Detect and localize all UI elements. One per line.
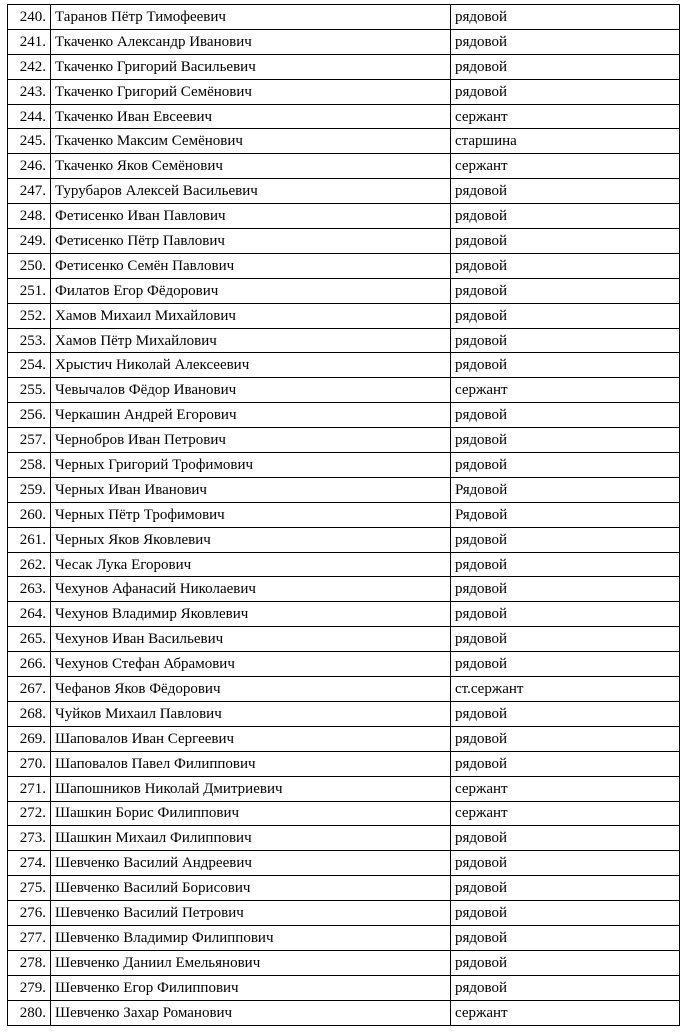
full-name-cell: Ткаченко Александр Иванович [51,29,451,54]
full-name-cell: Ткаченко Григорий Васильевич [51,54,451,79]
full-name-cell: Турубаров Алексей Васильевич [51,179,451,204]
full-name-cell: Чехунов Стефан Абрамович [51,652,451,677]
table-row [8,453,680,478]
full-name-cell: Ткаченко Яков Семёнович [51,154,451,179]
full-name-cell: Шевченко Василий Борисович [51,876,451,901]
rank-cell: рядовой [451,975,680,1000]
table-row [8,527,680,552]
table-row [8,602,680,627]
table-row [8,652,680,677]
rank-cell: рядовой [451,851,680,876]
table-row [8,129,680,154]
rank-cell: сержант [451,154,680,179]
rank-cell: рядовой [451,950,680,975]
rank-cell: рядовой [451,5,680,30]
table-row [8,79,680,104]
rank-cell: рядовой [451,453,680,478]
full-name-cell: Шевченко Владимир Филиппович [51,925,451,950]
row-number-cell: 246. [8,154,51,179]
rank-cell: рядовой [451,204,680,229]
full-name-cell: Хрыстич Николай Алексеевич [51,353,451,378]
table-row [8,950,680,975]
table-row [8,1000,680,1025]
row-number-cell: 277. [8,925,51,950]
full-name-cell: Шаповалов Павел Филиппович [51,751,451,776]
full-name-cell: Шаповалов Иван Сергеевич [51,726,451,751]
rank-cell: сержант [451,104,680,129]
rank-cell: рядовой [451,353,680,378]
table-row [8,627,680,652]
table-row [8,925,680,950]
rank-cell: рядовой [451,901,680,926]
table-row [8,851,680,876]
table-row [8,428,680,453]
row-number-cell: 261. [8,527,51,552]
full-name-cell: Шевченко Василий Петрович [51,901,451,926]
full-name-cell: Чехунов Афанасий Николаевич [51,577,451,602]
full-name-cell: Ткаченко Григорий Семёнович [51,79,451,104]
rank-cell: рядовой [451,701,680,726]
rank-cell: рядовой [451,54,680,79]
full-name-cell: Шевченко Егор Филиппович [51,975,451,1000]
row-number-cell: 255. [8,378,51,403]
table-row [8,751,680,776]
row-number-cell: 241. [8,29,51,54]
row-number-cell: 262. [8,552,51,577]
table-row [8,403,680,428]
table-row [8,701,680,726]
row-number-cell: 274. [8,851,51,876]
rank-cell: рядовой [451,29,680,54]
rank-cell: Рядовой [451,502,680,527]
table-row [8,801,680,826]
row-number-cell: 265. [8,627,51,652]
table-row [8,826,680,851]
full-name-cell: Хамов Михаил Михайлович [51,303,451,328]
rank-cell: сержант [451,1000,680,1025]
table-row [8,229,680,254]
row-number-cell: 269. [8,726,51,751]
rank-cell: рядовой [451,826,680,851]
table-row [8,577,680,602]
table-row [8,204,680,229]
rank-cell: рядовой [451,751,680,776]
rank-cell: рядовой [451,278,680,303]
row-number-cell: 251. [8,278,51,303]
rank-cell: Рядовой [451,477,680,502]
table-row [8,901,680,926]
rank-cell: рядовой [451,577,680,602]
full-name-cell: Фетисенко Пётр Павлович [51,229,451,254]
row-number-cell: 253. [8,328,51,353]
full-name-cell: Ткаченко Иван Евсеевич [51,104,451,129]
full-name-cell: Чевычалов Фёдор Иванович [51,378,451,403]
table-row [8,677,680,702]
full-name-cell: Шапошников Николай Дмитриевич [51,776,451,801]
rank-cell: рядовой [451,179,680,204]
roster-table [7,4,680,1026]
table-row [8,5,680,30]
row-number-cell: 258. [8,453,51,478]
full-name-cell: Чехунов Иван Васильевич [51,627,451,652]
full-name-cell: Чуйков Михаил Павлович [51,701,451,726]
table-row [8,29,680,54]
full-name-cell: Фетисенко Иван Павлович [51,204,451,229]
table-row [8,303,680,328]
row-number-cell: 267. [8,677,51,702]
full-name-cell: Фетисенко Семён Павлович [51,253,451,278]
rank-cell: рядовой [451,253,680,278]
row-number-cell: 276. [8,901,51,926]
table-row [8,477,680,502]
rank-cell: рядовой [451,602,680,627]
row-number-cell: 260. [8,502,51,527]
row-number-cell: 270. [8,751,51,776]
table-row [8,353,680,378]
rank-cell: рядовой [451,726,680,751]
table-row [8,502,680,527]
full-name-cell: Ткаченко Максим Семёнович [51,129,451,154]
table-row [8,328,680,353]
table-row [8,975,680,1000]
table-row [8,253,680,278]
row-number-cell: 278. [8,950,51,975]
full-name-cell: Шевченко Захар Романович [51,1000,451,1025]
row-number-cell: 273. [8,826,51,851]
full-name-cell: Черных Иван Иванович [51,477,451,502]
row-number-cell: 249. [8,229,51,254]
row-number-cell: 275. [8,876,51,901]
rank-cell: сержант [451,378,680,403]
row-number-cell: 279. [8,975,51,1000]
table-row [8,776,680,801]
row-number-cell: 242. [8,54,51,79]
table-row [8,876,680,901]
row-number-cell: 272. [8,801,51,826]
row-number-cell: 257. [8,428,51,453]
row-number-cell: 280. [8,1000,51,1025]
table-row [8,154,680,179]
full-name-cell: Чернобров Иван Петрович [51,428,451,453]
row-number-cell: 245. [8,129,51,154]
row-number-cell: 247. [8,179,51,204]
full-name-cell: Черных Григорий Трофимович [51,453,451,478]
full-name-cell: Шевченко Даниил Емельянович [51,950,451,975]
row-number-cell: 268. [8,701,51,726]
rank-cell: рядовой [451,627,680,652]
roster-table-body [8,5,680,1026]
rank-cell: рядовой [451,229,680,254]
rank-cell: рядовой [451,552,680,577]
table-row [8,552,680,577]
full-name-cell: Хамов Пётр Михайлович [51,328,451,353]
rank-cell: старшина [451,129,680,154]
row-number-cell: 259. [8,477,51,502]
row-number-cell: 256. [8,403,51,428]
row-number-cell: 252. [8,303,51,328]
row-number-cell: 248. [8,204,51,229]
rank-cell: рядовой [451,876,680,901]
row-number-cell: 264. [8,602,51,627]
row-number-cell: 263. [8,577,51,602]
table-row [8,726,680,751]
full-name-cell: Черкашин Андрей Егорович [51,403,451,428]
table-row [8,378,680,403]
rank-cell: рядовой [451,652,680,677]
row-number-cell: 271. [8,776,51,801]
rank-cell: рядовой [451,403,680,428]
rank-cell: рядовой [451,925,680,950]
row-number-cell: 266. [8,652,51,677]
full-name-cell: Чесак Лука Егорович [51,552,451,577]
full-name-cell: Шашкин Михаил Филиппович [51,826,451,851]
rank-cell: ст.сержант [451,677,680,702]
full-name-cell: Филатов Егор Фёдорович [51,278,451,303]
rank-cell: рядовой [451,527,680,552]
table-row [8,54,680,79]
full-name-cell: Шашкин Борис Филиппович [51,801,451,826]
row-number-cell: 244. [8,104,51,129]
rank-cell: сержант [451,776,680,801]
full-name-cell: Чехунов Владимир Яковлевич [51,602,451,627]
table-row [8,104,680,129]
full-name-cell: Чефанов Яков Фёдорович [51,677,451,702]
rank-cell: рядовой [451,328,680,353]
table-row [8,179,680,204]
full-name-cell: Черных Яков Яковлевич [51,527,451,552]
row-number-cell: 250. [8,253,51,278]
row-number-cell: 243. [8,79,51,104]
rank-cell: рядовой [451,428,680,453]
table-row [8,278,680,303]
rank-cell: рядовой [451,79,680,104]
full-name-cell: Таранов Пётр Тимофеевич [51,5,451,30]
full-name-cell: Черных Пётр Трофимович [51,502,451,527]
rank-cell: рядовой [451,303,680,328]
row-number-cell: 240. [8,5,51,30]
full-name-cell: Шевченко Василий Андреевич [51,851,451,876]
rank-cell: сержант [451,801,680,826]
row-number-cell: 254. [8,353,51,378]
